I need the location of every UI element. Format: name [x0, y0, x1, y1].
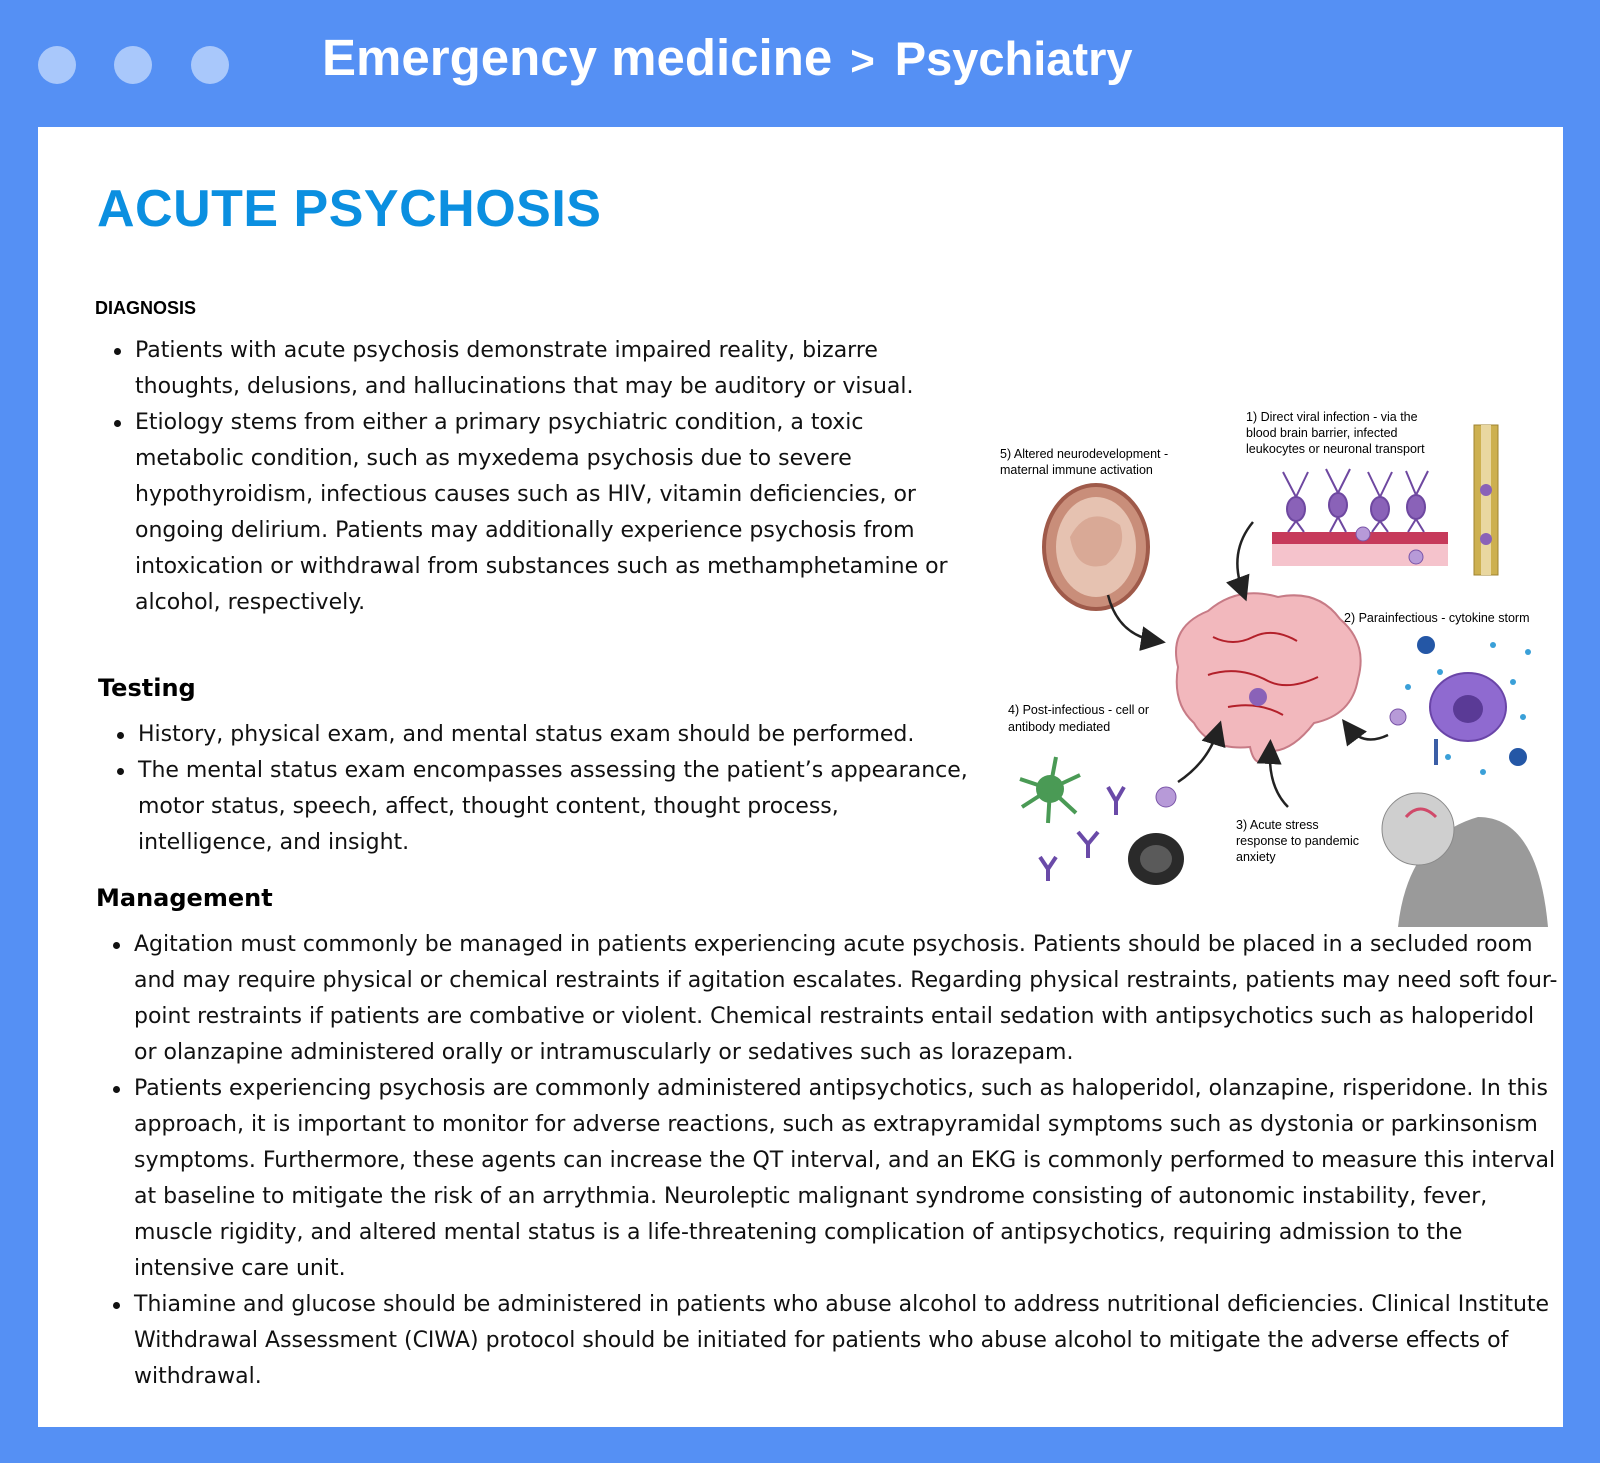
diagnosis-list: [110, 333, 970, 621]
breadcrumb: [322, 28, 1133, 98]
title-bar: [0, 0, 1600, 127]
arrow-icon: [1348, 727, 1388, 740]
breadcrumb-item-psychiatry[interactable]: Psychiatry: [894, 32, 1133, 85]
label-neurodev-2: maternal immune activation: [1000, 463, 1153, 477]
label-viral-2: blood brain barrier, infected: [1246, 426, 1398, 440]
list-item: Agitation must commonly be managed in patients experiencing acute psychosis. Patients should be placed in a secluded room and may require physical or chemical restraints if agitation escalates. Regarding physical restraints, patients may need soft four-point restraints if patients are combative or violent. Chemical restraints entail sedation with antipsychotics such as haloperidol or olanzapine administered orally or intramuscularly or sedatives such as lorazepam.: [109, 927, 1559, 1071]
window-dot-icon[interactable]: [191, 46, 229, 84]
page-title: ACUTE PSYCHOSIS: [97, 180, 602, 238]
list-item: The mental status exam encompasses assessing the patient’s appearance, motor status, speech, affect, thought content, thought process, intelligence, and insight.: [113, 753, 973, 861]
label-postinf-2: antibody mediated: [1008, 720, 1111, 734]
diagnosis-heading: DIAGNOSIS: [95, 298, 197, 318]
list-item: Patients experiencing psychosis are commonly administered antipsychotics, such as haloperidol, olanzapine, risperidone. In this approach, it is important to monitor for adverse reactions, such as extrapyramidal symptoms such as dystonia or parkinsonism symptoms. Furthermore, these agents can increase the QT interval, and an EKG is commonly performed to measure this interval at baseline to mitigate the risk of an arrythmia. Neuroleptic malignant syndrome consisting of autonomic instability, fever, muscle rigidity, and altered mental status is a life-threatening complication of antipsychotics, requiring admission to the intensive care unit.: [109, 1071, 1559, 1287]
label-viral-3: leukocytes or neuronal transport: [1246, 442, 1425, 456]
label-stress-2: response to pandemic: [1236, 834, 1359, 848]
management-heading: Management: [96, 884, 273, 912]
label-postinf-1: 4) Post-infectious - cell or: [1008, 703, 1150, 717]
cytokine-storm-icon: [1390, 636, 1531, 775]
list-item: Thiamine and glucose should be administered in patients who abuse alcohol to address nutritional deficiencies. Clinical Institute Withdrawal Assessment (CIWA) protocol should be initiated for patients who abuse alcohol to mitigate the adverse effects of withdrawal.: [109, 1287, 1559, 1395]
label-viral-1: 1) Direct viral infection - via the: [1246, 410, 1418, 424]
management-list: [109, 927, 1559, 1395]
label-neurodev-1: 5) Altered neurodevelopment -: [1000, 447, 1169, 461]
list-item: Patients with acute psychosis demonstrate impaired reality, bizarre thoughts, delusions, and hallucinations that may be auditory or visual.: [110, 333, 970, 405]
arrow-icon: [1237, 522, 1253, 592]
list-item: History, physical exam, and mental status exam should be performed.: [113, 717, 973, 753]
fetus-icon: [1044, 485, 1148, 609]
testing-list: [113, 717, 973, 861]
list-item: Etiology stems from either a primary psychiatric condition, a toxic metabolic condition, such as myxedema psychosis due to severe hypothyroidism, infectious causes such as HIV, vitamin deficiencies, or ongoing delirium. Patients may additionally experience psychosis from intoxication or withdrawal from substances such as methamphetamine or alcohol, respectively.: [110, 405, 970, 621]
psychosis-mechanisms-figure: [978, 277, 1558, 864]
breadcrumb-separator: >: [850, 37, 875, 84]
label-parainfectious: 2) Parainfectious - cytokine storm: [1344, 611, 1530, 625]
window-dot-icon[interactable]: [114, 46, 152, 84]
arrow-icon: [1270, 749, 1288, 807]
window-dot-icon[interactable]: [38, 46, 76, 84]
figure-svg: [978, 277, 1558, 864]
label-stress-1: 3) Acute stress: [1236, 818, 1319, 832]
label-stress-3: anxiety: [1236, 850, 1276, 864]
anxious-person-icon: [1382, 793, 1548, 927]
testing-heading: Testing: [98, 674, 196, 702]
immune-cells-icon: [1020, 757, 1184, 885]
breadcrumb-item-emergency-medicine[interactable]: Emergency medicine: [322, 29, 833, 86]
content-card: [38, 127, 1563, 1427]
brain-icon: [1176, 593, 1361, 762]
